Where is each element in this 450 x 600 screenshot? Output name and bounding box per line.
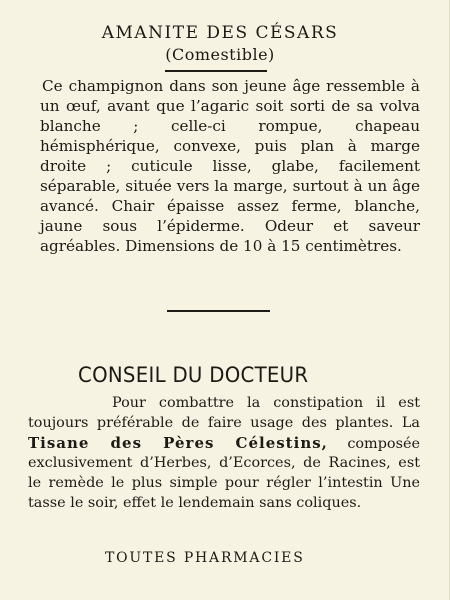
advice-heading: CONSEIL DU DOCTEUR xyxy=(78,363,309,387)
advice-text-intro: Pour combattre la constipation il est toujours préférable de faire usage des plantes. La xyxy=(28,395,420,431)
product-name: Tisane des Pères Célestins, xyxy=(28,433,328,452)
mushroom-title: AMANITE DES CÉSARS xyxy=(101,23,339,43)
divider-middle xyxy=(167,310,270,312)
edibility-label: (Comestible) xyxy=(165,45,275,64)
advice-text-rest: composée exclusivement d’Herbes, d’Ecorces, de Racines, est le remède le plus simple pour régler l’intestin Une tasse le soir, effet le lendemain sans coliques. xyxy=(28,435,420,511)
mushroom-description: Ce champignon dans son jeune âge ressemble à un œuf, avant que l’agaric soit sorti de sa volva blanche ; celle-ci rompue, chapeau hémisphérique, convexe, puis plan à marge droite ; cuticule lisse, glabe, facilement séparable, située vers la marge, surtout à un âge avancé. Chair épaisse assez ferme, blanche, jaune sous l’épiderme. Odeur et saveur agréables. Dimensions de 10 à 15 centimètres. xyxy=(40,77,420,255)
footer-pharmacies: TOUTES PHARMACIES xyxy=(105,550,305,566)
advice-text xyxy=(28,394,420,514)
divider-top xyxy=(165,70,267,72)
